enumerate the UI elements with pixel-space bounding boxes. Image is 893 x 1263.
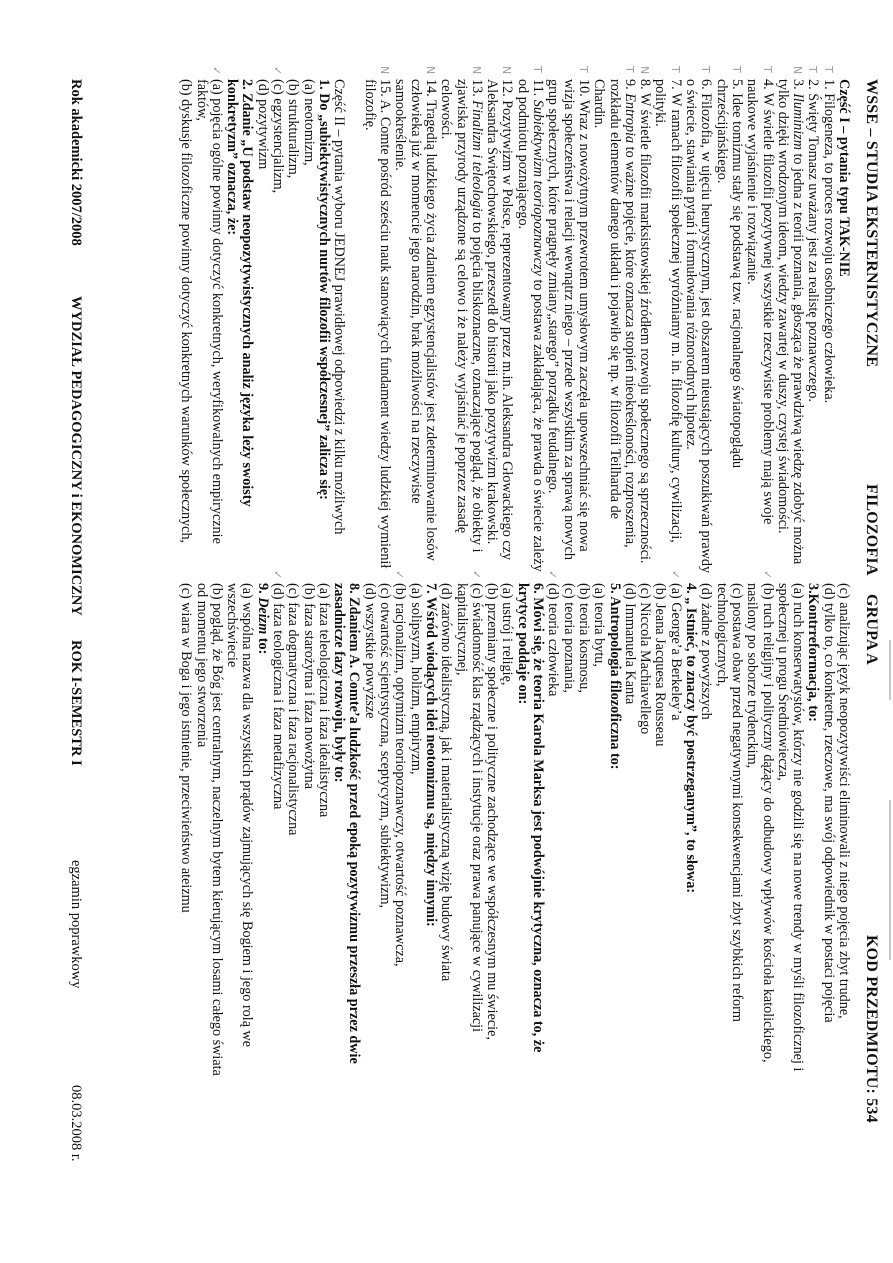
part1-q11-cont: od podmiotu poznającego. [514, 79, 531, 230]
part2-q7: 7. Wśród wiodących idei neotomizmu są, między innymi: [422, 583, 439, 927]
part2-q4: 4. „ Istnieć, to znaczy być postrzeganym”, to słowa: [683, 583, 700, 894]
header-code: KOD PRZEDMIOTU: 534 [863, 935, 880, 1123]
part1-q14: N 14. Tragedią ludzkiego życia zdaniem egzystencjalistów jest zdeterminowanie losów [422, 66, 439, 561]
check-mark-icon: ✓ [469, 570, 483, 580]
handwritten-mark: T [668, 66, 682, 73]
left-column [178, 66, 852, 574]
q2-option-d: (d) tylko to, co konkretne, rzeczowe, ma swój odpowiednik w postaci pojęcia [820, 583, 837, 1023]
part1-q12-cont: Aleksandra Świętochowskiego, przeszedł do historii jako pozytywizm krakowski. [484, 79, 501, 545]
part1-q4: T 4. W świetle filozofii pozytywnej wszystkie rzeczywiste problemy mają swoje [759, 66, 776, 525]
q5-option-d: ✓ (d) teoria człowieka [545, 570, 562, 697]
part2-q1: 1. Do „subiektywistycznych nurtów filozofii współczesnej” zalicza się: [315, 79, 332, 500]
part1-q13: N 13. Finalizm i teleologia to pojęcia bliskoznaczne, oznaczające pogląd, że obiekty i [468, 66, 485, 553]
part1-q13-cont: celowości. [438, 79, 455, 140]
part2-q2: 2. Zdanie „U podstaw neopozytywistycznych analiz języka leży swoisty [239, 79, 256, 507]
q9-option-b-cont: od momentu jego stworzenia [193, 583, 210, 748]
footer-faculty: WYDZIAŁ PEDAGOGICZNY i EKONOMICZNY [68, 296, 84, 616]
part2-title: Część II – pytania wyboru JEDNEJ prawidłowej odpowiedzi z kilku możliwych [331, 79, 348, 535]
part1-q6: T 6. Filozofia, w ujęciu heurystycznym, jest obszarem nieustających poszukiwań prawdy [698, 66, 715, 574]
part1-title: Część I – pytania typu TAK-NIE [836, 79, 852, 277]
handwritten-mark: T [760, 66, 774, 73]
check-mark-icon: ✓ [209, 66, 223, 76]
q7-option-a: (a) solipsyzm, holizm, empiryzm, [407, 583, 424, 775]
part2-q8-cont: zasadnicze fazy rozwoju, były to: [331, 583, 348, 783]
part1-q15: N 15. A. Comte pośród sześciu nauk stanowiących fundament wiedzy ludzkiej wymienił [377, 66, 394, 569]
handwritten-mark: N [469, 66, 483, 75]
check-mark-icon: ✓ [271, 570, 285, 580]
handwritten-mark: N [791, 66, 805, 75]
part1-q11: T 11. Subiektywizm teoriopoznawczy to postawa zakładająca, że prawda o świecie zależy [530, 66, 547, 572]
q8-option-a: (a) faza teleologiczna i faza idealistyczna [315, 583, 332, 818]
handwritten-mark: N [638, 66, 652, 75]
q3-option-b-cont: nasilony po soborze trydenckim, [744, 583, 761, 769]
part1-q5-cont: chrześcijańskiego. [713, 79, 730, 184]
q4-option-a: ✓ (a) George’a Berkeley’a [667, 570, 684, 721]
part1-q10-cont: grup społecznych, które pragnęły zmiany„starego” porządku feudalnego. [545, 79, 562, 494]
footer-semester: ROK I-SEMESTR I [68, 640, 84, 766]
q7-option-c: (c) otwartość scjentystyczna, sceptycyzm, subiektywizm, [377, 583, 394, 909]
handwritten-mark: N [423, 66, 437, 75]
q2-option-a-cont: faktów, [193, 79, 210, 122]
part1-q1: T 1. Filogeneza, to proces rozwoju osobniczego człowieka. [820, 66, 837, 404]
part2-q6-cont: krytyce poddaje on: [514, 583, 531, 705]
q4-option-b: (b) Jeana Jacquesa Rousseau [652, 583, 669, 747]
check-mark-icon: ✓ [760, 570, 774, 580]
handwritten-mark: T [729, 66, 743, 73]
q9-option-c: (c) wiara w Boga i jego istnienie, przeciwieństwo ateizmu [178, 583, 195, 913]
q2-option-a: ✓ (a) pojęcia ogólne powinny dotyczyć konkretnych, weryfikowalnych empirycznie [208, 66, 225, 544]
q3-option-a-cont: społecznej u progu Średniowiecza, [774, 583, 791, 781]
q6-option-d: (d) zarówno idealistyczną, jak i materialistyczną wizję budowy świata [438, 583, 455, 982]
handwritten-mark: T [806, 66, 820, 73]
handwritten-mark: N [500, 66, 514, 75]
handwritten-mark: T [531, 66, 545, 73]
q3-option-d: (d) żadne z powyższych [698, 583, 715, 720]
part1-q10: T 10. Wraz z nowożytnym przewrotem umysłowym zaczęła upowszechniać się nowa [575, 66, 592, 552]
scan-artifact-line [889, 640, 891, 700]
part1-q9-cont: rozkładu elementów danego układu i pojawiło się np. w filozofii Teilharda de [606, 79, 623, 520]
q5-option-b: (b) teoria kosmosu, [575, 583, 592, 693]
q9-option-b: (b) pogląd, że Bóg jest centralnym, naczelnym bytem kierującym losami całego świata [208, 583, 225, 1076]
footer-exam: egzamin poprawkowy [68, 860, 84, 989]
right-column [178, 570, 852, 1203]
q5-option-a: (a) teoria bytu, [591, 583, 608, 667]
q1-option-a: (a) neotomizm, [300, 79, 317, 166]
q3-option-b: ✓ (b) ruch religijny i polityczny dążący do odbudowy wpływów kościoła katolickiego, [759, 570, 776, 1063]
header-group: GRUPA A [863, 594, 880, 665]
header-subject: FILOZOFIA [863, 484, 880, 576]
handwritten-mark: T [821, 66, 835, 73]
q3-option-c-cont: technologicznych, [713, 583, 730, 687]
part2-q5: 5. Antropologia filozoficzna to: [606, 583, 623, 770]
part2-q9: 9. Deizm to: [254, 583, 271, 655]
handwritten-mark: N [378, 66, 392, 75]
handwritten-mark: T [699, 66, 713, 73]
footer-date: 08.03.2008 r. [68, 1085, 84, 1162]
scan-artifact-line [889, 800, 891, 960]
footer-year: Rok akademicki 2007/2008 [68, 79, 84, 246]
part1-q4-cont: naukowe wyjaśnienie i rozwiązanie. [744, 79, 761, 285]
q3-option-a: (a) ruch konserwatystów, którzy nie godzili się na nowe trendy w myśli filozoficznej i [790, 583, 807, 1072]
q9-option-a: (a) wspólna nazwa dla wszystkich prądów zajmujących się Bogiem i jego rolą we [239, 583, 256, 1048]
part1-q9-cont: Chardin. [591, 79, 608, 129]
part1-q9: T 9. Entropia to ważne pojęcie, które oznacza stopień nieokreśloności, rozproszenia, [621, 66, 638, 548]
part1-q5: T 5. Idee tomizmu stały się podstawą tzw. racjonalnego światopoglądu [728, 66, 745, 469]
part1-q12: N 12. Pozytywizm w Polsce, reprezentowany przez m.in. Aleksandra Głowackiego czy [499, 66, 516, 561]
part1-q14-cont: człowieka już w momencie jego narodzin, brak możliwości na rzeczywiste [407, 79, 424, 504]
q6-option-b: (b) przemiany społeczne i polityczne zachodzące we współczesnym mu świecie, [484, 583, 501, 1040]
part1-q3-cont: tylko dzięki wrodzonym ideom, wiedzy zawartej w duszy, czystej świadomości. [774, 79, 791, 534]
check-mark-icon: ✓ [668, 570, 682, 580]
part1-q6-cont: o świecie, stawiania pytań i formułowania różnorodnych hipotez. [683, 79, 700, 450]
check-mark-icon: ✓ [271, 66, 285, 76]
part1-q15-cont: filozofię. [361, 79, 378, 131]
q6-option-c-cont: kapitalistycznej, [453, 583, 470, 676]
part2-q2-cont: konkretyzm” oznacza, że: [224, 79, 241, 236]
handwritten-mark: T [576, 66, 590, 73]
q4-option-c: (c) Niccola Machiavellego [637, 583, 654, 735]
part1-q10-cont: wizja społeczeństwa i relacji wewnątrz niego – przede wszystkim za sprawą nowych [560, 79, 577, 561]
q5-option-c: (c) teoria poznania, [560, 583, 577, 693]
q8-option-b: (b) faza starożytna i faza nowożytna [300, 583, 317, 790]
part1-q2: T 2. Święty Tomasz uważany jest za realistę poznawczego. [805, 66, 822, 402]
q7-option-d: (d) wszystkie powyższe [361, 583, 378, 719]
handwritten-mark: T [622, 66, 636, 73]
q1-option-d: (d) pozytywizm [254, 79, 271, 170]
q6-option-c: ✓ (c) świadomość klas rządzących i instytucje oraz prawa panujące w cywilizacji [468, 570, 485, 1033]
header-school: WSSE – STUDIA EKSTERNISTYCZNE [863, 79, 880, 368]
q9-option-a-cont: wszechświecie [224, 583, 241, 668]
check-mark-icon: ✓ [546, 570, 560, 580]
part1-q3: N 3. Iluminizm to jedna z teorii poznania, głosząca że prawdziwą wiedzę zdobyć można [790, 66, 807, 565]
part2-q8: 8. Zdaniem A. Comte’a ludzkość przed epoką pozytywizmu przeszła przez dwie [346, 583, 363, 1064]
q1-option-c: ✓ (c) egzystencjalizm, [270, 66, 287, 194]
q4-option-d: (d) Immanuela Kanta [621, 583, 638, 705]
part2-q6: 6. Mówi się, że teoria Karola Marksa jest podwójnie krytyczna, oznacza to, że [530, 583, 547, 1053]
q7-option-b: ✓ (b) racjonalizm, optymizm teoriopoznawczy, otwartość poznawcza, [392, 570, 409, 967]
q1-option-b: (b) strukturalizm, [285, 79, 302, 179]
part1-q13-cont: zjawiska przyrody urządzone są celowo i że należy wyjaśniać je poprzez zasadę [453, 79, 470, 534]
q2-option-b: (b) dyskusje filozoficzne powinny dotyczyć konkretnych warunków społecznych, [178, 79, 195, 544]
check-mark-icon: ✓ [393, 570, 407, 580]
q3-option-c: (c) postawa obaw przed negatywnymi konsekwencjami zbyt szybkich reform [728, 583, 745, 1022]
q6-option-a: (a) ustrój i religię, [499, 583, 516, 686]
q8-option-c: (c) faza dogmatyczna i faza racjonalistyczna [285, 583, 302, 836]
part1-q8: N 8. W świetle filozofii marksistowskiej źródłem rozwoju społecznego są sprzeczności. [637, 66, 654, 564]
q8-option-d: ✓ (d) faza teologiczna i faza metafizyczna [270, 570, 287, 810]
q2-option-c: (c) analizując język neopozytywiści eliminowali z niego pojęcia zbyt trudne, [836, 583, 852, 1019]
part1-q14-cont: samookreślenie. [392, 79, 409, 171]
part1-q7-cont: polityki. [652, 79, 669, 127]
part1-q7: T 7. W ramach filozofii społecznej wyróżniamy m. in. filozofię kultury, cywilizacji, [667, 66, 684, 543]
part2-q3: 3.Kontrreformacja, to: [805, 583, 822, 722]
